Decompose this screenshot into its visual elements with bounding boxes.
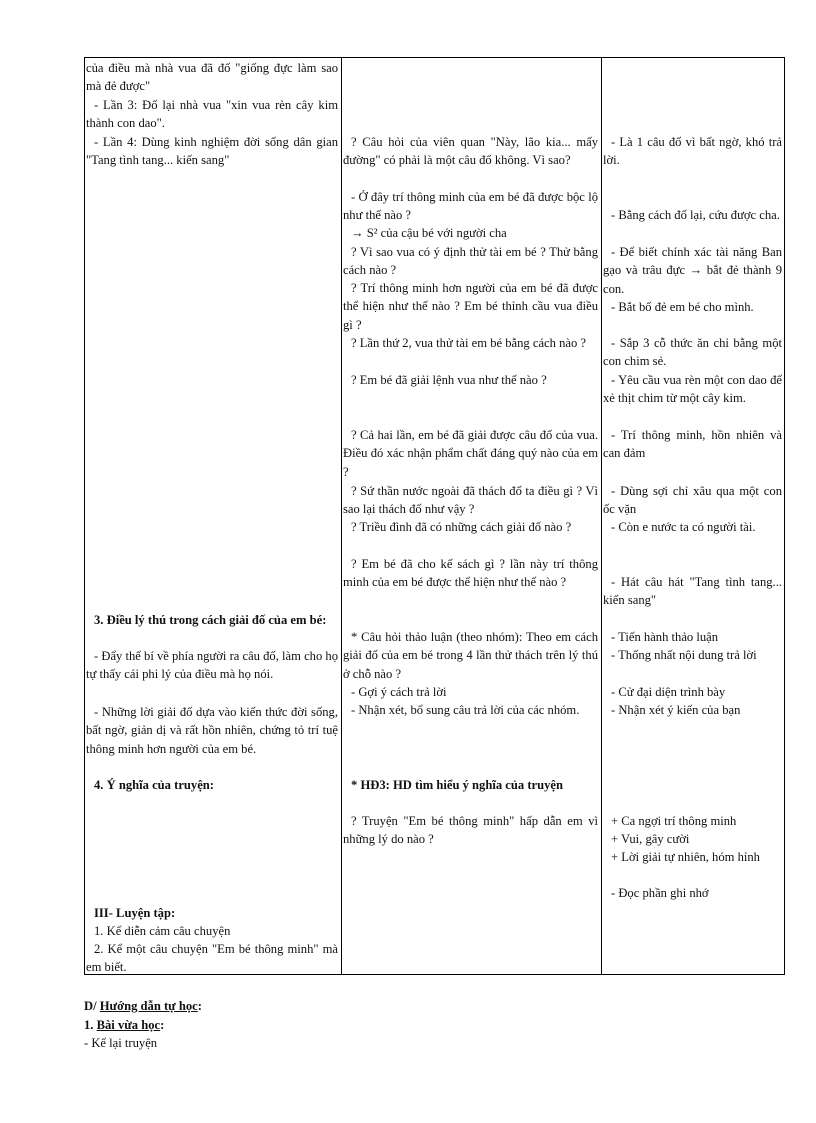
section-heading-3: 3. Điều lý thú trong cách giải đố của em bé: <box>94 613 327 627</box>
self-study-title: Hướng dẫn tự học <box>99 999 198 1013</box>
content-text: - Lần 4: Dùng kinh nghiệm đời sống dân gian "Tang tình tang... kiến sang" <box>86 135 338 168</box>
lesson-review-title: Bài vừa học <box>96 1018 161 1032</box>
section-heading-practice: III- Luyện tập: <box>94 906 176 920</box>
student-column <box>602 58 785 974</box>
teacher-question: ? Sứ thần nước ngoài đã thách đố ta điều gì ? Vì sao lại thách đố như vậy ? <box>343 484 598 517</box>
content-text: - Lần 3: Đố lại nhà vua "xin vua rèn cây kim thành con dao". <box>86 98 338 131</box>
teacher-note: → S² của cậu bé với người cha <box>351 226 507 240</box>
activity-heading: * HĐ3: HD tìm hiểu ý nghĩa của truyện <box>351 778 564 792</box>
content-text: - Những lời giải đố dựa vào kiến thức đời sống, bất ngờ, giản dị và rất hồn nhiên, chứng tỏ trí tuệ thông minh hơn người của em bé. <box>86 705 338 756</box>
teacher-question: ? Cả hai lần, em bé đã giải được câu đố của vua. Điều đó xác nhận phẩm chất đáng quý nào của em ? <box>343 428 598 479</box>
teacher-question: ? Câu hỏi của viên quan "Này, lão kia... mấy đường" có phải là một câu đố không. Vì sao? <box>343 135 598 168</box>
lesson-review-prefix: 1. <box>84 1018 97 1032</box>
content-text: của điều mà nhà vua đã đố "giống đực làm sao mà đẻ được" <box>86 61 338 94</box>
self-study-prefix: D/ <box>84 999 100 1013</box>
content-column <box>85 58 341 974</box>
student-answer: - Tiến hành thảo luận <box>611 630 719 644</box>
student-answer: - Cử đại diện trình bày <box>611 685 726 699</box>
teacher-question: ? Triều đình đã có những cách giải đố nào ? <box>351 520 572 534</box>
teacher-question: ? Lần thứ 2, vua thử tài em bé bằng cách nào ? <box>351 336 587 350</box>
teacher-question: ? Em bé đã cho kế sách gì ? lần này trí thông minh của em bé được thể hiện như thế nào ? <box>343 557 598 590</box>
student-answer: - Yêu cầu vua rèn một con dao để xẻ thịt chim từ một cây kim. <box>603 373 782 406</box>
student-answer: + Ca ngợi trí thông minh <box>611 814 737 828</box>
lesson-table <box>84 57 785 975</box>
self-study-heading <box>84 997 202 1015</box>
student-answer: - Thống nhất nội dung trả lời <box>611 648 757 662</box>
teacher-question: - Ở đây trí thông minh của em bé đã được bộc lộ như thế nào ? <box>343 190 598 223</box>
student-answer: - Bằng cách đố lại, cứu được cha. <box>611 208 780 222</box>
self-study-colon: : <box>197 999 202 1013</box>
student-answer: - Nhận xét ý kiến của bạn <box>611 703 741 717</box>
lesson-review-item: - Kể lại truyện <box>84 1036 158 1050</box>
student-answer: - Dùng sợi chỉ xâu qua một con ốc vặn <box>603 484 782 517</box>
student-answer: + Lời giải tự nhiên, hóm hỉnh <box>611 850 760 864</box>
teacher-column <box>342 58 601 974</box>
content-text: 1. Kể diễn cảm câu chuyện <box>94 924 231 938</box>
section-heading-4: 4. Ý nghĩa của truyện: <box>94 778 214 792</box>
student-answer: - Là 1 câu đố vì bất ngờ, khó trả lời. <box>603 135 782 168</box>
content-text: - Đẩy thế bí về phía người ra câu đố, làm cho họ tự thấy cái phi lý của điều mà họ nói. <box>86 649 338 682</box>
teacher-question: ? Em bé đã giải lệnh vua như thế nào ? <box>351 373 547 387</box>
teacher-note: - Nhận xét, bổ sung câu trả lời của các nhóm. <box>351 703 580 717</box>
student-answer: + Vui, gây cười <box>611 832 690 846</box>
teacher-question: ? Trí thông minh hơn người của em bé đã được thể hiện như thế nào ? Em bé thỉnh cầu vua điều gì ? <box>343 281 598 332</box>
content-text: 2. Kể một câu chuyện "Em bé thông minh" mà em biết. <box>86 942 338 975</box>
student-answer: - Để biết chính xác tài năng Ban gạo và trâu đực → bắt đẻ thành 9 con. <box>603 245 782 296</box>
student-answer: - Trí thông minh, hồn nhiên và can đảm <box>603 428 782 461</box>
lesson-review-heading <box>84 1016 164 1034</box>
student-answer: - Bắt bố đẻ em bé cho mình. <box>611 300 754 314</box>
student-answer: - Còn e nước ta có người tài. <box>611 520 756 534</box>
teacher-note: - Gợi ý cách trả lời <box>351 685 447 699</box>
student-answer: - Hát câu hát "Tang tình tang... kiến sang" <box>603 575 782 608</box>
group-discussion-question: * Câu hỏi thảo luận (theo nhóm): Theo em cách giải đố của em bé trong 4 lần thử thách trên lý thú ở chỗ nào ? <box>343 630 598 681</box>
student-answer: - Đọc phần ghi nhớ <box>611 886 709 900</box>
teacher-question: ? Vì sao vua có ý định thử tài em bé ? Thử bằng cách nào ? <box>343 245 598 278</box>
student-answer: - Sắp 3 cỗ thức ăn chỉ bằng một con chim sẻ. <box>603 336 782 369</box>
teacher-question: ? Truyện "Em bé thông minh" hấp dẫn em vì những lý do nào ? <box>343 814 598 847</box>
lesson-review-colon: : <box>160 1018 165 1032</box>
